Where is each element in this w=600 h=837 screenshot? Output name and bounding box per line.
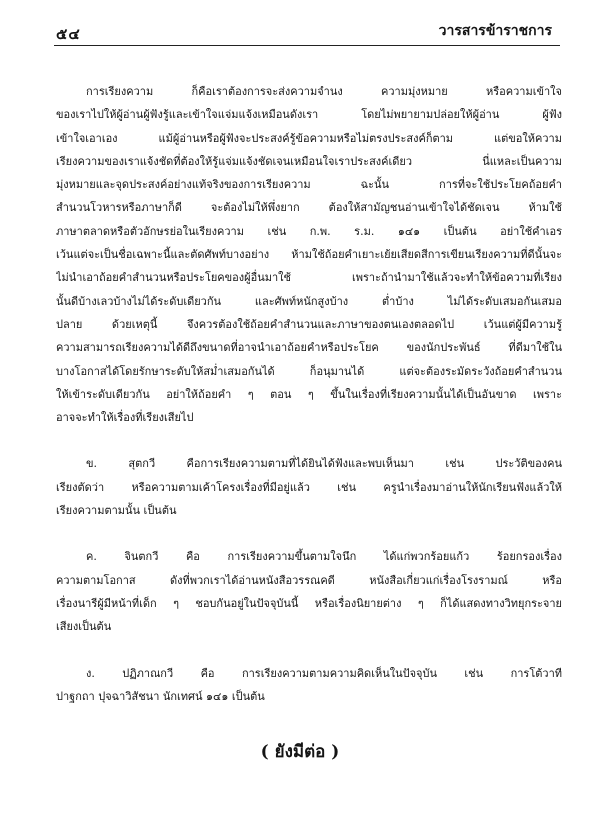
text-line: ความสามารถเรียงความได้ดีถึงขนาดที่อาจนำเอาถ้อยคำหรือประโยค ของนักประพันธ์ ที่ดีมาใช้ใน <box>56 341 562 355</box>
text-line: เรียงความของเราแจ้งชัดที่ต้องให้รู้แจ่มแจ้งชัดเจนเหมือนใจเราประสงค์เดียว นี่แหละเป็นความ <box>56 154 562 168</box>
section-ng-paragraph <box>56 662 562 709</box>
text-line: มุ่งหมายและจุดประสงค์อย่างแท้จริงของการเรียงความ ฉะนั้น การที่จะใช้ประโยคถ้อยคำ <box>56 178 562 192</box>
header-rule <box>54 45 560 46</box>
text-line: อาจจะทำให้เรื่องที่เรียงเสียไป <box>56 411 194 425</box>
text-line: ภาษาตลาดหรือตัวอักษรย่อในเรียงความ เช่น ก.พ. ร.ม. ๑๔๑ เป็นต้น อย่าใช้คำเอร <box>56 224 562 238</box>
text-line: ให้เข้าระดับเดียวกัน อย่าให้ถ้อยคำ ๆ ตอน ๆ ขึ้นในเรื่องที่เรียงความนั้นได้เป็นอันขาด เพราะ <box>56 387 562 401</box>
page-number: ๕๔ <box>56 25 81 43</box>
section-heading-line: ข. สุตกวี คือการเรียงความตามที่ได้ยินได้ฟังและพบเห็นมา เช่น ประวัติของคน <box>86 457 562 471</box>
text-line: เสียงเป็นต้น <box>56 620 112 634</box>
section-heading-line: ง. ปฏิภาณกวี คือ การเรียงความตามความคิดเห็นในปัจจุบัน เช่น การโต้วาที <box>86 666 562 680</box>
text-line: เว้นแต่จะเป็นชื่อเฉพาะนี้และตัดศัพท์บางอย่าง ห้ามใช้ถ้อยคำเยาะเย้ยเสียดสีการเขียนเรียงความที่ดีนั้นจะ <box>56 248 562 262</box>
section-heading-line: ค. จินตกวี คือ การเรียงความขึ้นตามใจนึก ได้แก่พวกร้อยแก้ว ร้อยกรองเรื่อง <box>86 550 562 564</box>
text-line: เข้าใจเอาเอง แม้ผู้อ่านหรือผู้ฟังจะประสงค์รู้ข้อความหรือไม่ตรงประสงค์ก็ตาม แต่ขอให้ความ <box>56 131 562 145</box>
text-line: เรื่องนารีผู้มีหน้าที่เด็ก ๆ ชอบกันอยู่ในปัจจุบันนี้ หรือเรื่องนิยายต่าง ๆ ก็ได้แสดงทางวิทยุกระจาย <box>56 596 562 610</box>
text-line: บางโอกาสได้โดยรักษาระดับให้สม่ำเสมอกันได้ ก็อนุมานได้ แต่จะต้องระมัดระวังถ้อยคำสำนวน <box>56 364 562 378</box>
body-text <box>56 80 562 708</box>
text-line: ปลาย ด้วยเหตุนี้ จึงควรต้องใช้ถ้อยคำสำนวนและภาษาของตนเองตลอดไป เว้นแต่ผู้มีความรู้ <box>56 317 562 331</box>
section-kh-paragraph <box>56 452 562 522</box>
text-line: เรียงตัดว่า หรือความตามเค้าโครงเรื่องที่มีอยู่แล้ว เช่น ครูนำเรื่องมาอ่านให้นักเรียนฟังแล้วให้ <box>56 480 562 494</box>
text-line: ของเราไปให้ผู้อ่านผู้ฟังรู้และเข้าใจแจ่มแจ้งเหมือนดังเรา โดยไม่พยายามปล่อยให้ผู้อ่าน ผู้ฟัง <box>56 108 562 122</box>
text-line: การเรียงความ ก็คือเราต้องการจะส่งความจำนง ความมุ่งหมาย หรือความเข้าใจ <box>86 85 562 98</box>
intro-paragraph <box>56 80 562 429</box>
text-line: ความตามโอกาส ดังที่พวกเราได้อ่านหนังสือวรรณคดี หนังสือเกี่ยวแก่เรื่องโรงรามณ์ หรือ <box>56 573 562 587</box>
continued-note: ( ยังมีต่อ ) <box>260 742 340 762</box>
journal-title: วารสารข้าราชการ <box>438 23 552 39</box>
text-line: เรียงความตามนั้น เป็นต้น <box>56 504 177 518</box>
text-line: ปาฐกถา ปุจฉาวิสัชนา นักเทศน์ ๑๔๑ เป็นต้น <box>56 689 265 703</box>
section-kho-paragraph <box>56 545 562 638</box>
text-line: สำนวนโวหารหรือภาษาก็ดี จะต้องไม่ให้พึ่งยาก ต้องให้สามัญชนอ่านเข้าใจได้ชัดเจน ห้ามใช้ <box>56 201 562 215</box>
text-line: ไม่นำเอาถ้อยคำสำนวนหรือประโยคของผู้อื่นมาใช้ เพราะถ้านำมาใช้แล้วจะทำให้ข้อความที่เรียง <box>56 271 562 285</box>
text-line: นั้นดีบ้างเลวบ้างไม่ได้ระดับเดียวกัน และศัพท์หนักสูงบ้าง ต่ำบ้าง ไม่ได้ระดับเสมอกันเสมอ <box>56 294 562 308</box>
